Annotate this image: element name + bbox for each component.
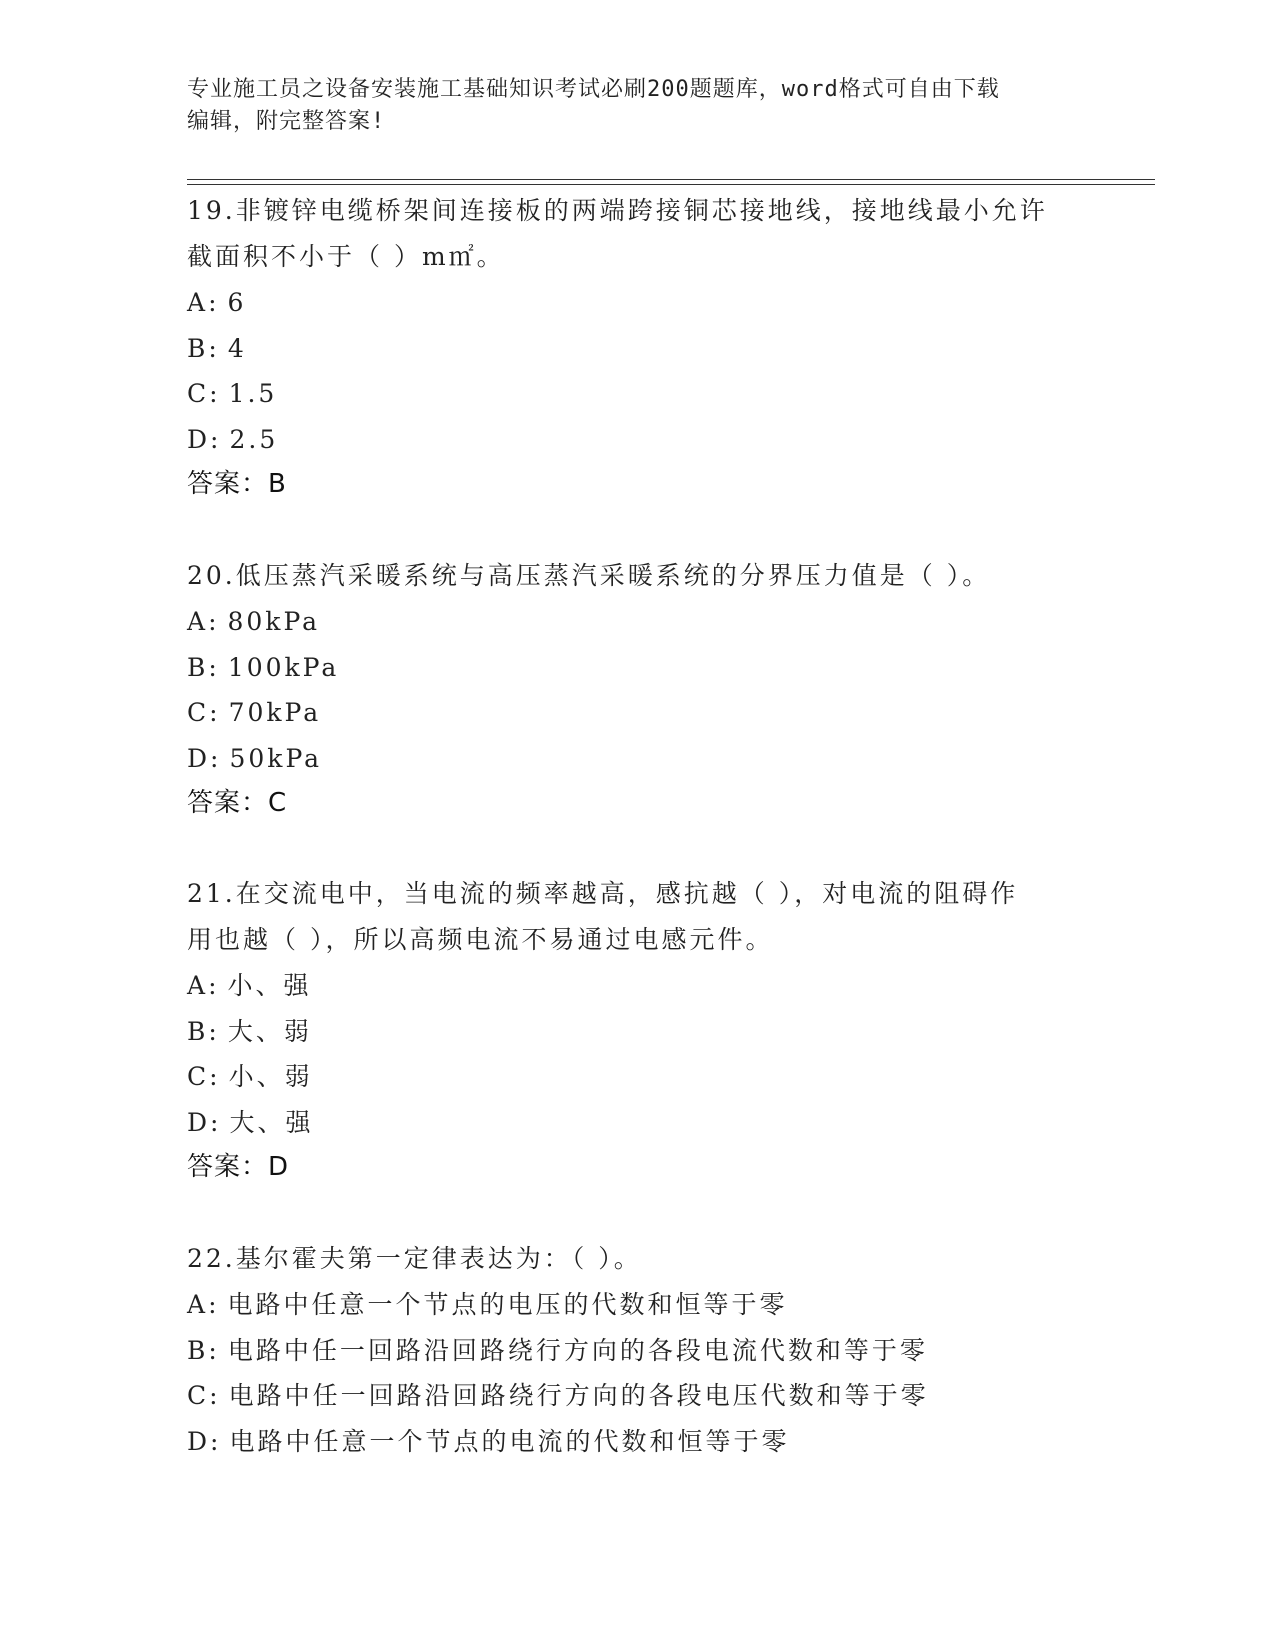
option-c [187, 1054, 1087, 1100]
option-letter: B [187, 652, 209, 682]
option-text: 电路中任意一个节点的电流的代数和恒等于零 [229, 1426, 790, 1456]
option-a [187, 599, 1087, 645]
option-text: 小、强 [227, 971, 312, 1000]
option-separator: : [208, 1016, 220, 1046]
question-21 [187, 871, 1087, 1191]
answer-line: 答案：C [187, 788, 288, 818]
option-separator: : [208, 652, 220, 682]
option-a [187, 1282, 1087, 1328]
option-b [187, 645, 1087, 691]
header-divider-bottom [187, 184, 1155, 185]
option-letter: A [187, 1290, 209, 1319]
option-text: 100kPa [227, 652, 340, 682]
option-text: 大、强 [229, 1107, 314, 1137]
question-stem-line: 用也越（ ），所以高频电流不易通过电感元件。 [187, 925, 774, 954]
option-text: 电路中任一回路沿回路绕行方向的各段电流代数和等于零 [227, 1335, 928, 1365]
document-header [187, 74, 1087, 138]
option-separator: : [209, 1381, 221, 1410]
option-letter: D [187, 743, 211, 773]
option-d [187, 1419, 1087, 1465]
option-separator: : [210, 743, 222, 773]
option-d [187, 736, 1087, 782]
option-d [187, 1100, 1087, 1146]
option-letter: A [187, 971, 209, 1000]
option-separator: : [210, 1107, 222, 1137]
option-text: 2.5 [229, 424, 279, 454]
option-b [187, 326, 1087, 372]
option-separator: : [208, 607, 220, 636]
answer-line: 答案：D [187, 1152, 290, 1182]
option-text: 80kPa [227, 607, 321, 636]
header-divider-top [187, 179, 1155, 180]
option-separator: : [210, 424, 222, 454]
option-separator: : [209, 698, 221, 727]
option-letter: C [187, 698, 210, 727]
option-separator: : [209, 1062, 221, 1091]
option-a [187, 280, 1087, 326]
option-letter: D [187, 1107, 211, 1137]
option-c [187, 690, 1087, 736]
question-stem-line: 21.在交流电中，当电流的频率越高，感抗越（ ），对电流的阻碍作 [187, 879, 1019, 908]
option-text: 4 [227, 333, 247, 363]
option-text: 大、弱 [227, 1016, 312, 1046]
question-stem-line: 19.非镀锌电缆桥架间连接板的两端跨接铜芯接地线，接地线最小允许 [187, 196, 1048, 225]
option-letter: B [187, 1335, 209, 1365]
option-separator: : [208, 1290, 220, 1319]
header-title-line-1: 专业施工员之设备安装施工基础知识考试必刷200题题库，word格式可自由下载 [187, 77, 1000, 102]
option-text: 6 [227, 288, 247, 317]
option-c [187, 1373, 1087, 1419]
question-22 [187, 1236, 1087, 1464]
option-text: 小、弱 [228, 1062, 313, 1091]
option-separator: : [208, 288, 220, 317]
question-19 [187, 188, 1087, 508]
option-letter: D [187, 424, 211, 454]
option-letter: A [187, 288, 209, 317]
option-separator: : [208, 1335, 220, 1365]
question-stem-line: 22.基尔霍夫第一定律表达为：（ ）。 [187, 1244, 642, 1273]
option-letter: C [187, 1381, 210, 1410]
option-separator: : [208, 971, 220, 1000]
option-letter: A [187, 607, 209, 636]
option-b [187, 1328, 1087, 1374]
option-text: 电路中任意一个节点的电压的代数和恒等于零 [227, 1290, 788, 1319]
option-separator: : [208, 333, 220, 363]
option-letter: B [187, 333, 209, 363]
question-stem-line: 20.低压蒸汽采暖系统与高压蒸汽采暖系统的分界压力值是（ ）。 [187, 561, 991, 590]
question-stem-line: 截面积不小于（ ）m㎡。 [187, 242, 505, 271]
answer-line: 答案：B [187, 469, 287, 499]
option-text: 50kPa [229, 743, 323, 773]
option-letter: C [187, 379, 210, 408]
option-text: 70kPa [228, 698, 322, 727]
option-d [187, 417, 1087, 463]
option-a [187, 963, 1087, 1009]
option-b [187, 1009, 1087, 1055]
option-letter: D [187, 1426, 211, 1456]
option-text: 电路中任一回路沿回路绕行方向的各段电压代数和等于零 [228, 1381, 929, 1410]
option-letter: B [187, 1016, 209, 1046]
option-separator: : [210, 1426, 222, 1456]
option-separator: : [209, 379, 221, 408]
option-c [187, 371, 1087, 417]
option-letter: C [187, 1062, 210, 1091]
option-text: 1.5 [228, 379, 278, 408]
question-20 [187, 553, 1087, 827]
header-title-line-2: 编辑，附完整答案! [187, 109, 386, 134]
